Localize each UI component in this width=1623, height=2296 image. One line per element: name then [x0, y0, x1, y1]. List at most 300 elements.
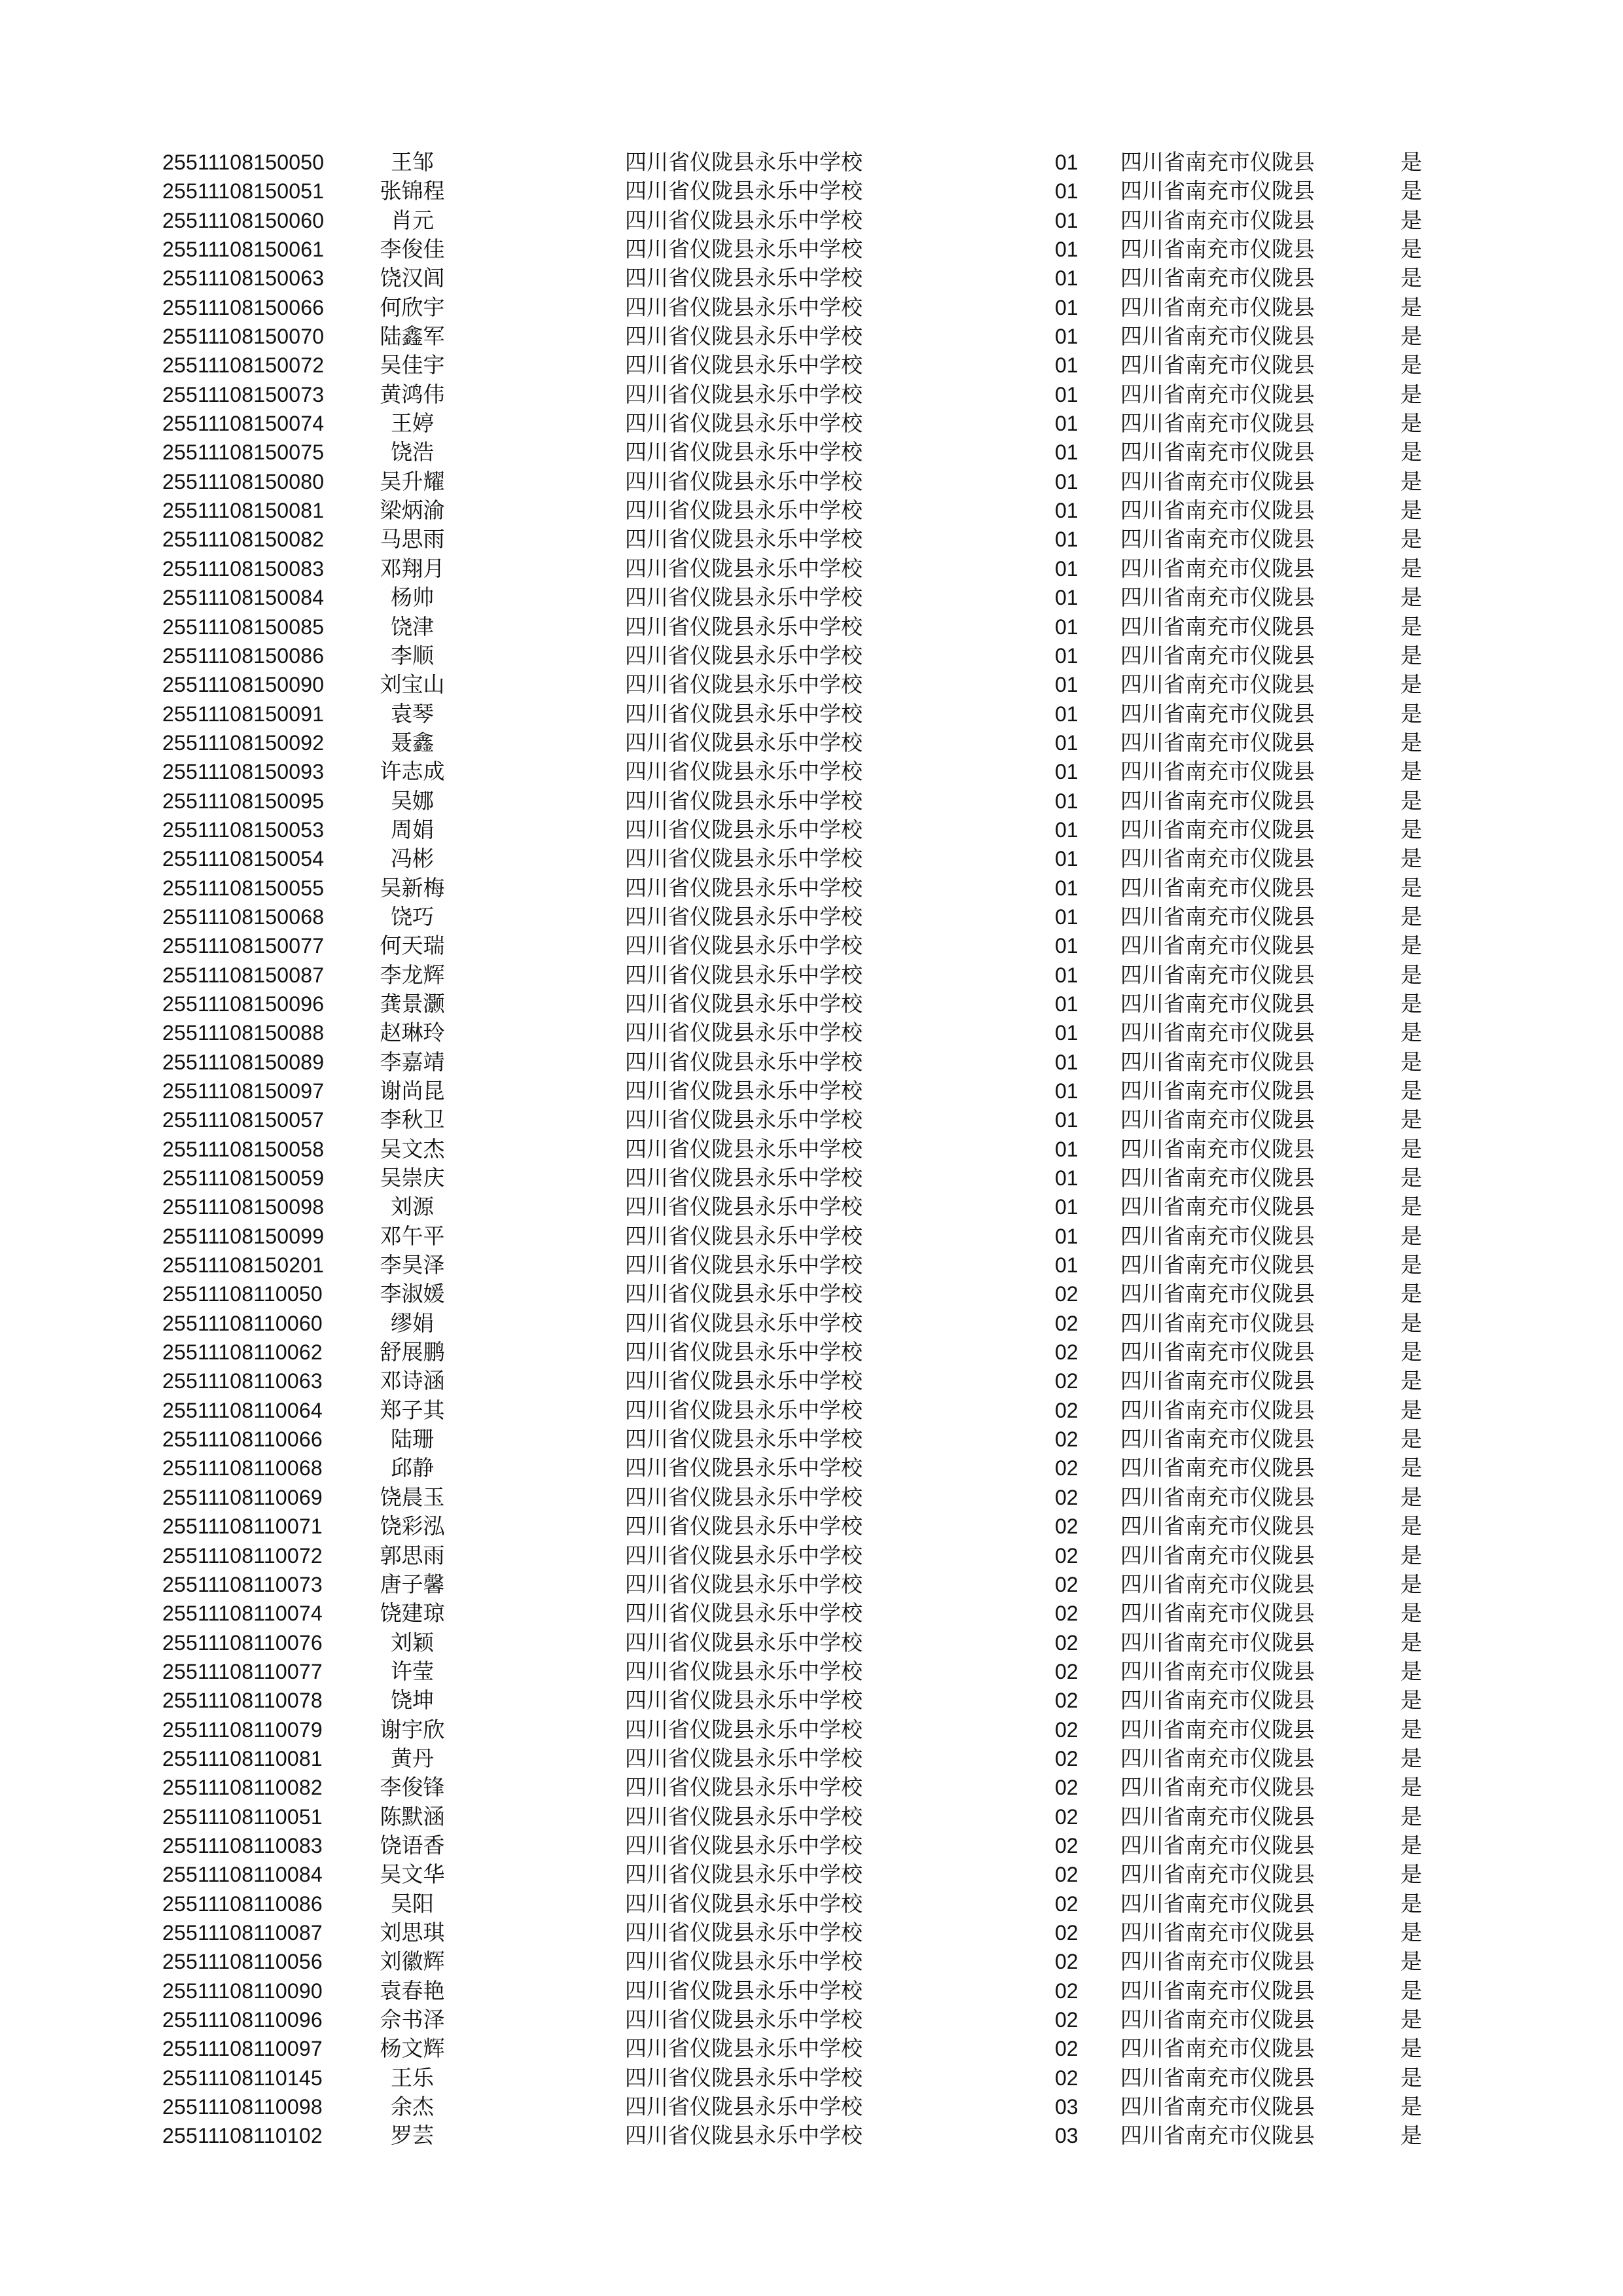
flag-cell: 是	[1400, 555, 1422, 581]
student-id-cell: 25511108150058	[162, 1137, 325, 1161]
student-name-cell: 李秋卫	[380, 1107, 445, 1133]
region-cell: 四川省南充市仪陇县	[1120, 526, 1315, 552]
region-cell: 四川省南充市仪陇县	[1120, 1716, 1315, 1742]
student-id-cell: 25511108110078	[162, 1689, 323, 1713]
region-cell: 四川省南充市仪陇县	[1120, 2007, 1315, 2032]
class-code-cell: 02	[1055, 1776, 1079, 1800]
student-id-cell: 25511108150075	[162, 440, 325, 465]
class-code-cell: 03	[1055, 2095, 1079, 2119]
class-code-cell: 01	[1055, 469, 1079, 493]
student-id-cell: 25511108150097	[162, 1079, 325, 1103]
region-cell: 四川省南充市仪陇县	[1120, 323, 1315, 350]
student-id-cell: 25511108110066	[162, 1427, 323, 1452]
flag-cell: 是	[1400, 1832, 1422, 1858]
school-name-cell: 四川省仪陇县永乐中学校	[625, 352, 863, 378]
table-row	[0, 1977, 1623, 2005]
table-row	[0, 816, 1623, 844]
table-row	[0, 1164, 1623, 1193]
school-name-cell: 四川省仪陇县永乐中学校	[625, 1629, 863, 1655]
region-cell: 四川省南充市仪陇县	[1120, 1484, 1315, 1510]
student-name-cell: 刘思琪	[380, 1919, 445, 1945]
flag-cell: 是	[1400, 1948, 1422, 1975]
student-id-cell: 25511108110145	[162, 2066, 323, 2090]
flag-cell: 是	[1400, 1977, 1422, 2003]
table-row	[0, 1715, 1623, 1744]
student-id-cell: 25511108110060	[162, 1311, 323, 1335]
table-row	[0, 1280, 1623, 1308]
class-code-cell: 02	[1055, 1311, 1079, 1335]
region-cell: 四川省南充市仪陇县	[1120, 468, 1315, 494]
class-code-cell: 02	[1055, 1282, 1079, 1306]
student-name-cell: 冯彬	[391, 846, 434, 872]
class-code-cell: 01	[1055, 353, 1079, 378]
class-code-cell: 02	[1055, 1543, 1079, 1568]
student-id-cell: 25511108150055	[162, 876, 325, 900]
student-id-cell: 25511108150068	[162, 905, 325, 929]
student-id-cell: 25511108110068	[162, 1456, 323, 1480]
table-row	[0, 1599, 1623, 1628]
student-name-cell: 李昊泽	[380, 1252, 445, 1278]
student-name-cell: 郑子其	[380, 1397, 445, 1423]
student-id-cell: 25511108150077	[162, 934, 325, 958]
class-code-cell: 01	[1055, 325, 1079, 349]
table-row	[0, 1251, 1623, 1280]
table-row	[0, 1105, 1623, 1134]
class-code-cell: 01	[1055, 208, 1079, 232]
class-code-cell: 01	[1055, 295, 1079, 319]
flag-cell: 是	[1400, 149, 1422, 175]
flag-cell: 是	[1400, 1542, 1422, 1568]
region-cell: 四川省南充市仪陇县	[1120, 555, 1315, 581]
class-code-cell: 02	[1055, 1659, 1079, 1683]
region-cell: 四川省南充市仪陇县	[1120, 874, 1315, 901]
table-row	[0, 583, 1623, 612]
flag-cell: 是	[1400, 323, 1422, 350]
region-cell: 四川省南充市仪陇县	[1120, 1368, 1315, 1394]
region-cell: 四川省南充市仪陇县	[1120, 1948, 1315, 1975]
student-id-cell: 25511108150057	[162, 1108, 325, 1132]
student-id-cell: 25511108110090	[162, 1979, 323, 2003]
student-id-cell: 25511108150063	[162, 266, 325, 291]
region-cell: 四川省南充市仪陇县	[1120, 1687, 1315, 1713]
school-name-cell: 四川省仪陇县永乐中学校	[625, 1600, 863, 1626]
region-cell: 四川省南充市仪陇县	[1120, 961, 1315, 988]
student-name-cell: 吴新梅	[380, 874, 445, 901]
flag-cell: 是	[1400, 1571, 1422, 1597]
region-cell: 四川省南充市仪陇县	[1120, 1339, 1315, 1365]
table-row	[0, 1425, 1623, 1454]
class-code-cell: 01	[1055, 440, 1079, 465]
flag-cell: 是	[1400, 759, 1422, 785]
student-name-cell: 许莹	[391, 1658, 434, 1684]
table-row	[0, 2064, 1623, 2092]
table-row	[0, 1048, 1623, 1077]
table-row	[0, 2121, 1623, 2150]
flag-cell: 是	[1400, 1339, 1422, 1365]
student-id-cell: 25511108150088	[162, 1021, 325, 1045]
flag-cell: 是	[1400, 1745, 1422, 1771]
school-name-cell: 四川省仪陇县永乐中学校	[625, 1658, 863, 1684]
school-name-cell: 四川省仪陇县永乐中学校	[625, 1919, 863, 1945]
student-name-cell: 梁炳渝	[380, 497, 445, 524]
student-name-cell: 何欣宇	[380, 294, 445, 320]
school-name-cell: 四川省仪陇县永乐中学校	[625, 1716, 863, 1742]
student-name-cell: 佘书泽	[380, 2007, 445, 2032]
flag-cell: 是	[1400, 352, 1422, 378]
school-name-cell: 四川省仪陇县永乐中学校	[625, 1571, 863, 1597]
table-row	[0, 1512, 1623, 1541]
school-name-cell: 四川省仪陇县永乐中学校	[625, 207, 863, 233]
region-cell: 四川省南充市仪陇县	[1120, 1600, 1315, 1626]
table-row	[0, 380, 1623, 409]
school-name-cell: 四川省仪陇县永乐中学校	[625, 236, 863, 262]
student-name-cell: 黄丹	[391, 1745, 434, 1771]
region-cell: 四川省南充市仪陇县	[1120, 759, 1315, 785]
flag-cell: 是	[1400, 584, 1422, 611]
class-code-cell: 02	[1055, 1833, 1079, 1857]
student-name-cell: 吴阳	[391, 1890, 434, 1916]
flag-cell: 是	[1400, 1078, 1422, 1103]
student-id-cell: 25511108110074	[162, 1602, 323, 1626]
flag-cell: 是	[1400, 1194, 1422, 1220]
table-row	[0, 206, 1623, 235]
class-code-cell: 01	[1055, 817, 1079, 842]
region-cell: 四川省南充市仪陇县	[1120, 207, 1315, 233]
table-row	[0, 1309, 1623, 1338]
flag-cell: 是	[1400, 1716, 1422, 1742]
student-id-cell: 25511108150089	[162, 1050, 325, 1074]
table-row	[0, 1338, 1623, 1367]
student-name-cell: 饶彩泓	[380, 1513, 445, 1539]
student-name-cell: 余杰	[391, 2094, 434, 2120]
flag-cell: 是	[1400, 1803, 1422, 1829]
student-id-cell: 25511108110069	[162, 1485, 323, 1509]
student-name-cell: 聂鑫	[391, 729, 434, 755]
school-name-cell: 四川省仪陇县永乐中学校	[625, 1136, 863, 1162]
flag-cell: 是	[1400, 933, 1422, 959]
class-code-cell: 01	[1055, 876, 1079, 900]
student-id-cell: 25511108110051	[162, 1804, 323, 1829]
class-code-cell: 01	[1055, 934, 1079, 958]
class-code-cell: 02	[1055, 1427, 1079, 1452]
student-id-cell: 25511108150051	[162, 179, 325, 204]
school-name-cell: 四川省仪陇县永乐中学校	[625, 1977, 863, 2003]
class-code-cell: 02	[1055, 1630, 1079, 1655]
table-row	[0, 728, 1623, 757]
table-row	[0, 1483, 1623, 1512]
student-name-cell: 舒展鹏	[380, 1339, 445, 1365]
class-code-cell: 02	[1055, 1398, 1079, 1422]
flag-cell: 是	[1400, 903, 1422, 929]
table-row	[0, 1686, 1623, 1715]
flag-cell: 是	[1400, 526, 1422, 552]
class-code-cell: 01	[1055, 238, 1079, 262]
flag-cell: 是	[1400, 1861, 1422, 1888]
student-name-cell: 龚景灏	[380, 990, 445, 1016]
student-name-cell: 陈默涵	[380, 1803, 445, 1829]
school-name-cell: 四川省仪陇县永乐中学校	[625, 323, 863, 350]
table-row	[0, 990, 1623, 1018]
student-id-cell: 25511108110072	[162, 1543, 323, 1568]
student-name-cell: 吴娜	[391, 787, 434, 814]
region-cell: 四川省南充市仪陇县	[1120, 178, 1315, 204]
student-name-cell: 饶浩	[391, 439, 434, 465]
flag-cell: 是	[1400, 497, 1422, 524]
student-id-cell: 25511108110102	[162, 2124, 323, 2148]
region-cell: 四川省南充市仪陇县	[1120, 1078, 1315, 1103]
flag-cell: 是	[1400, 1310, 1422, 1336]
student-name-cell: 杨帅	[391, 584, 434, 611]
region-cell: 四川省南充市仪陇县	[1120, 1919, 1315, 1945]
class-code-cell: 03	[1055, 2124, 1079, 2148]
student-id-cell: 25511108150096	[162, 992, 325, 1016]
school-name-cell: 四川省仪陇县永乐中学校	[625, 1078, 863, 1103]
student-name-cell: 邓翔月	[380, 555, 445, 581]
student-name-cell: 王婷	[391, 410, 434, 437]
student-name-cell: 邓诗涵	[380, 1368, 445, 1394]
flag-cell: 是	[1400, 1136, 1422, 1162]
region-cell: 四川省南充市仪陇县	[1120, 642, 1315, 668]
table-row	[0, 1135, 1623, 1164]
class-code-cell: 02	[1055, 1515, 1079, 1539]
student-name-cell: 李俊佳	[380, 236, 445, 262]
class-code-cell: 01	[1055, 586, 1079, 610]
class-code-cell: 02	[1055, 1746, 1079, 1770]
school-name-cell: 四川省仪陇县永乐中学校	[625, 1049, 863, 1075]
student-id-cell: 25511108110073	[162, 1572, 323, 1596]
region-cell: 四川省南充市仪陇县	[1120, 381, 1315, 407]
table-row	[0, 1918, 1623, 1947]
student-name-cell: 吴文华	[380, 1861, 445, 1888]
region-cell: 四川省南充市仪陇县	[1120, 1658, 1315, 1684]
student-id-cell: 25511108150054	[162, 847, 325, 871]
table-row	[0, 148, 1623, 177]
region-cell: 四川省南充市仪陇县	[1120, 1281, 1315, 1307]
student-id-cell: 25511108110056	[162, 1950, 323, 1974]
class-code-cell: 01	[1055, 151, 1079, 174]
table-row	[0, 1773, 1623, 1802]
table-row	[0, 1947, 1623, 1976]
school-name-cell: 四川省仪陇县永乐中学校	[625, 497, 863, 524]
school-name-cell: 四川省仪陇县永乐中学校	[625, 2007, 863, 2032]
school-name-cell: 四川省仪陇县永乐中学校	[625, 1281, 863, 1307]
class-code-cell: 02	[1055, 2037, 1079, 2061]
school-name-cell: 四川省仪陇县永乐中学校	[625, 874, 863, 901]
flag-cell: 是	[1400, 2094, 1422, 2120]
student-name-cell: 杨文辉	[380, 2036, 445, 2062]
student-name-cell: 陆珊	[391, 1426, 434, 1452]
flag-cell: 是	[1400, 410, 1422, 437]
school-name-cell: 四川省仪陇县永乐中学校	[625, 1194, 863, 1220]
region-cell: 四川省南充市仪陇县	[1120, 497, 1315, 524]
region-cell: 四川省南充市仪陇县	[1120, 2123, 1315, 2149]
school-name-cell: 四川省仪陇县永乐中学校	[625, 1890, 863, 1916]
student-id-cell: 25511108110086	[162, 1892, 323, 1916]
region-cell: 四川省南充市仪陇县	[1120, 1861, 1315, 1888]
table-row	[0, 1018, 1623, 1047]
school-name-cell: 四川省仪陇县永乐中学校	[625, 1745, 863, 1771]
table-row	[0, 1628, 1623, 1657]
student-name-cell: 谢宇欣	[380, 1716, 445, 1742]
region-cell: 四川省南充市仪陇县	[1120, 2094, 1315, 2120]
table-row	[0, 235, 1623, 264]
flag-cell: 是	[1400, 1397, 1422, 1423]
region-cell: 四川省南充市仪陇县	[1120, 1165, 1315, 1191]
student-id-cell: 25511108150059	[162, 1166, 325, 1191]
student-id-cell: 25511108150095	[162, 789, 325, 813]
table-row	[0, 670, 1623, 699]
table-row	[0, 525, 1623, 554]
student-id-cell: 25511108110096	[162, 2008, 323, 2032]
table-row	[0, 264, 1623, 293]
flag-cell: 是	[1400, 1890, 1422, 1916]
region-cell: 四川省南充市仪陇县	[1120, 1803, 1315, 1829]
class-code-cell: 02	[1055, 1804, 1079, 1829]
region-cell: 四川省南充市仪陇县	[1120, 933, 1315, 959]
student-name-cell: 刘颖	[391, 1629, 434, 1655]
student-id-cell: 25511108110079	[162, 1717, 323, 1742]
school-name-cell: 四川省仪陇县永乐中学校	[625, 1513, 863, 1539]
table-row	[0, 1860, 1623, 1889]
class-code-cell: 01	[1055, 1137, 1079, 1161]
table-row	[0, 2092, 1623, 2121]
student-name-cell: 袁春艳	[380, 1977, 445, 2003]
region-cell: 四川省南充市仪陇县	[1120, 584, 1315, 611]
class-code-cell: 01	[1055, 499, 1079, 523]
region-cell: 四川省南充市仪陇县	[1120, 1397, 1315, 1423]
class-code-cell: 01	[1055, 789, 1079, 813]
student-name-cell: 吴文杰	[380, 1136, 445, 1162]
table-row	[0, 1454, 1623, 1482]
school-name-cell: 四川省仪陇县永乐中学校	[625, 468, 863, 494]
flag-cell: 是	[1400, 1919, 1422, 1945]
student-name-cell: 饶晨玉	[380, 1484, 445, 1510]
class-code-cell: 02	[1055, 1689, 1079, 1713]
flag-cell: 是	[1400, 874, 1422, 901]
class-code-cell: 01	[1055, 673, 1079, 697]
region-cell: 四川省南充市仪陇县	[1120, 1774, 1315, 1801]
flag-cell: 是	[1400, 846, 1422, 872]
student-name-cell: 唐子馨	[380, 1571, 445, 1597]
flag-cell: 是	[1400, 207, 1422, 233]
student-id-cell: 25511108110064	[162, 1398, 323, 1422]
table-row	[0, 874, 1623, 903]
student-id-cell: 25511108110082	[162, 1776, 323, 1800]
class-code-cell: 01	[1055, 1108, 1079, 1132]
class-code-cell: 02	[1055, 1717, 1079, 1742]
region-cell: 四川省南充市仪陇县	[1120, 1832, 1315, 1858]
class-code-cell: 02	[1055, 2008, 1079, 2032]
student-id-cell: 25511108110062	[162, 1340, 323, 1365]
table-row	[0, 293, 1623, 322]
class-code-cell: 02	[1055, 1369, 1079, 1393]
class-code-cell: 01	[1055, 1050, 1079, 1074]
region-cell: 四川省南充市仪陇县	[1120, 1977, 1315, 2003]
school-name-cell: 四川省仪陇县永乐中学校	[625, 1426, 863, 1452]
class-code-cell: 02	[1055, 1572, 1079, 1596]
flag-cell: 是	[1400, 1223, 1422, 1249]
class-code-cell: 02	[1055, 1863, 1079, 1887]
student-id-cell: 25511108150086	[162, 643, 325, 668]
table-row	[0, 2034, 1623, 2063]
student-name-cell: 何天瑞	[380, 933, 445, 959]
flag-cell: 是	[1400, 236, 1422, 262]
flag-cell: 是	[1400, 178, 1422, 204]
school-name-cell: 四川省仪陇县永乐中学校	[625, 1687, 863, 1713]
table-row	[0, 1396, 1623, 1425]
student-id-cell: 25511108150082	[162, 528, 325, 552]
student-id-cell: 25511108150084	[162, 586, 325, 610]
school-name-cell: 四川省仪陇县永乐中学校	[625, 555, 863, 581]
student-id-cell: 25511108110097	[162, 2037, 323, 2061]
school-name-cell: 四川省仪陇县永乐中学校	[625, 265, 863, 291]
student-id-cell: 25511108110071	[162, 1515, 323, 1539]
student-id-cell: 25511108150073	[162, 382, 325, 406]
flag-cell: 是	[1400, 2123, 1422, 2149]
table-row	[0, 496, 1623, 525]
school-name-cell: 四川省仪陇县永乐中学校	[625, 700, 863, 726]
school-name-cell: 四川省仪陇县永乐中学校	[625, 642, 863, 668]
class-code-cell: 01	[1055, 643, 1079, 668]
table-row	[0, 322, 1623, 351]
region-cell: 四川省南充市仪陇县	[1120, 294, 1315, 320]
student-name-cell: 李龙辉	[380, 961, 445, 988]
student-name-cell: 饶汉闾	[380, 265, 445, 291]
student-name-cell: 刘徽辉	[380, 1948, 445, 1975]
table-row	[0, 700, 1623, 728]
region-cell: 四川省南充市仪陇县	[1120, 410, 1315, 437]
student-name-cell: 袁琴	[391, 700, 434, 726]
region-cell: 四川省南充市仪陇县	[1120, 236, 1315, 262]
school-name-cell: 四川省仪陇县永乐中学校	[625, 2123, 863, 2149]
school-name-cell: 四川省仪陇县永乐中学校	[625, 2094, 863, 2120]
student-name-cell: 刘宝山	[380, 672, 445, 698]
flag-cell: 是	[1400, 1513, 1422, 1539]
student-id-cell: 25511108150085	[162, 615, 325, 639]
class-code-cell: 01	[1055, 730, 1079, 755]
class-code-cell: 01	[1055, 992, 1079, 1016]
flag-cell: 是	[1400, 1165, 1422, 1191]
student-name-cell: 邱静	[391, 1455, 434, 1481]
class-code-cell: 01	[1055, 1021, 1079, 1045]
school-name-cell: 四川省仪陇县永乐中学校	[625, 1832, 863, 1858]
region-cell: 四川省南充市仪陇县	[1120, 729, 1315, 755]
region-cell: 四川省南充市仪陇县	[1120, 265, 1315, 291]
school-name-cell: 四川省仪陇县永乐中学校	[625, 526, 863, 552]
student-id-cell: 25511108150090	[162, 673, 325, 697]
table-row	[0, 2005, 1623, 2034]
student-id-cell: 25511108110076	[162, 1630, 323, 1655]
table-row	[0, 1222, 1623, 1251]
school-name-cell: 四川省仪陇县永乐中学校	[625, 1397, 863, 1423]
class-code-cell: 02	[1055, 1920, 1079, 1945]
region-cell: 四川省南充市仪陇县	[1120, 1049, 1315, 1075]
flag-cell: 是	[1400, 468, 1422, 494]
class-code-cell: 02	[1055, 1979, 1079, 2003]
student-name-cell: 吴崇庆	[380, 1165, 445, 1191]
flag-cell: 是	[1400, 1049, 1422, 1075]
school-name-cell: 四川省仪陇县永乐中学校	[625, 1223, 863, 1249]
table-row	[0, 1890, 1623, 1918]
table-row	[0, 1831, 1623, 1860]
region-cell: 四川省南充市仪陇县	[1120, 2064, 1315, 2090]
student-name-cell: 邓午平	[380, 1223, 445, 1249]
flag-cell: 是	[1400, 2007, 1422, 2032]
school-name-cell: 四川省仪陇县永乐中学校	[625, 961, 863, 988]
student-id-cell: 25511108110050	[162, 1282, 323, 1306]
region-cell: 四川省南充市仪陇县	[1120, 846, 1315, 872]
table-row	[0, 1744, 1623, 1773]
